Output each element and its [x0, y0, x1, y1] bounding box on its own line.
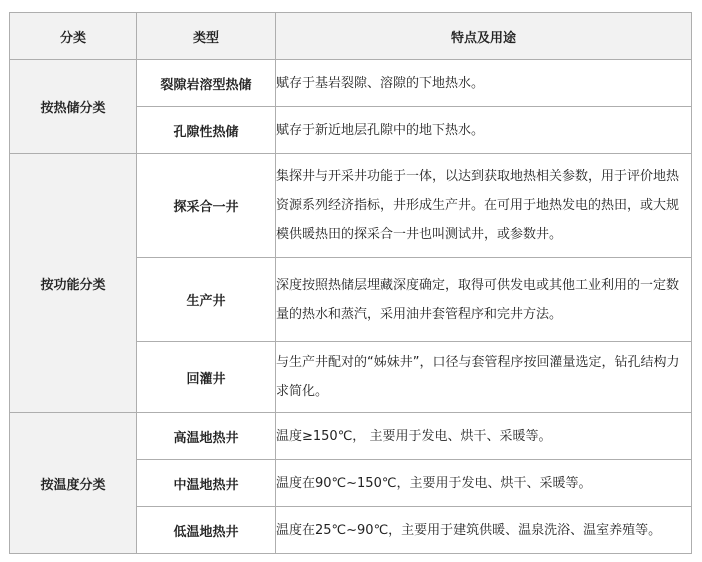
table-row: [10, 154, 692, 258]
type-cell: 裂隙岩溶型热储: [137, 60, 276, 107]
description-cell: 赋存于基岩裂隙、溶隙的下地热水。: [276, 60, 692, 107]
description-cell: 温度≥150℃， 主要用于发电、烘干、采暖等。: [276, 413, 692, 460]
type-cell: 生产井: [137, 258, 276, 342]
table-row: [10, 60, 692, 107]
header-type: 类型: [137, 13, 276, 60]
category-cell: 按功能分类: [10, 154, 137, 413]
header-row: [10, 13, 692, 60]
description-cell: 温度在90℃~150℃，主要用于发电、烘干、采暖等。: [276, 460, 692, 507]
type-cell: 探采合一井: [137, 154, 276, 258]
description-cell: 赋存于新近地层孔隙中的地下热水。: [276, 107, 692, 154]
type-cell: 回灌井: [137, 342, 276, 413]
description-cell: 与生产井配对的“姊妹井”，口径与套管程序按回灌量选定，钻孔结构力求简化。: [276, 342, 692, 413]
table-row: [10, 413, 692, 460]
type-cell: 中温地热井: [137, 460, 276, 507]
geothermal-well-table: [9, 12, 692, 554]
category-cell: 按温度分类: [10, 413, 137, 554]
header-features: 特点及用途: [276, 13, 692, 60]
type-cell: 高温地热井: [137, 413, 276, 460]
type-cell: 孔隙性热储: [137, 107, 276, 154]
category-cell: 按热储分类: [10, 60, 137, 154]
header-category: 分类: [10, 13, 137, 60]
description-cell: 集探井与开采井功能于一体，以达到获取地热相关参数，用于评价地热资源系列经济指标，井形成生产井。在可用于地热发电的热田，或大规模供暖热田的探采合一井也叫测试井，或参数井。: [276, 154, 692, 258]
description-cell: 温度在25℃~90℃，主要用于建筑供暖、温泉洗浴、温室养殖等。: [276, 507, 692, 554]
type-cell: 低温地热井: [137, 507, 276, 554]
description-cell: 深度按照热储层埋藏深度确定，取得可供发电或其他工业利用的一定数量的热水和蒸汽，采用油井套管程序和完井方法。: [276, 258, 692, 342]
